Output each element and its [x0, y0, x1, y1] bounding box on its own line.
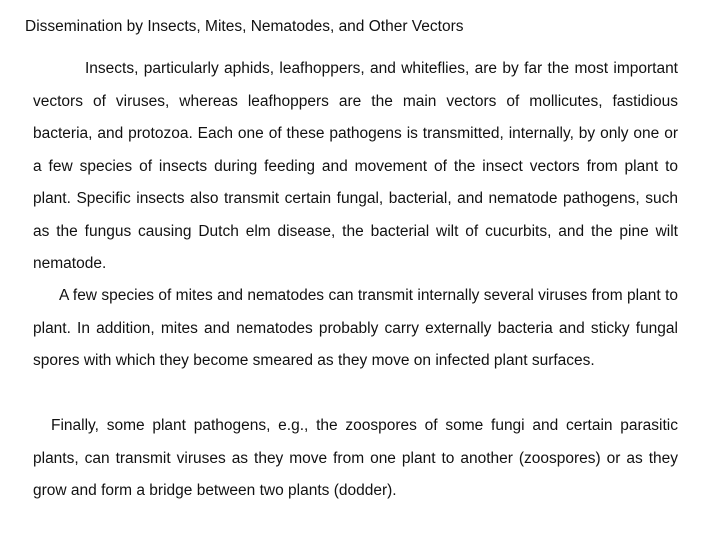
paragraph-insects: Insects, particularly aphids, leafhoppers, and whiteflies, are by far the most important vectors of viruses, whereas leafhoppers are the main vectors of mollicutes, fastidious bacteria, and protozoa. Each one of these pathogens is transmitted, internally, by only one or a few species of insects during feeding and movement of the insect vectors from plant to plant. Specific insects also transmit certain fungal, bacterial, and nematode pathogens, such as the fungus causing Dutch elm disease, the bacterial wilt of cucurbits, and the pine wilt nematode.	[33, 60, 678, 272]
document-heading: Dissemination by Insects, Mites, Nematodes, and Other Vectors	[25, 18, 464, 35]
paragraph-mites-nematodes: A few species of mites and nematodes can transmit internally several viruses from plant to plant. In addition, mites and nematodes probably carry externally bacteria and sticky fungal spores with which they become smeared as they move on infected plant surfaces.	[33, 287, 678, 369]
paragraph-other-vectors: Finally, some plant pathogens, e.g., the zoospores of some fungi and certain parasitic plants, can transmit viruses as they move from one plant to another (zoospores) or as they grow and form a bridge between two plants (dodder).	[33, 417, 678, 499]
